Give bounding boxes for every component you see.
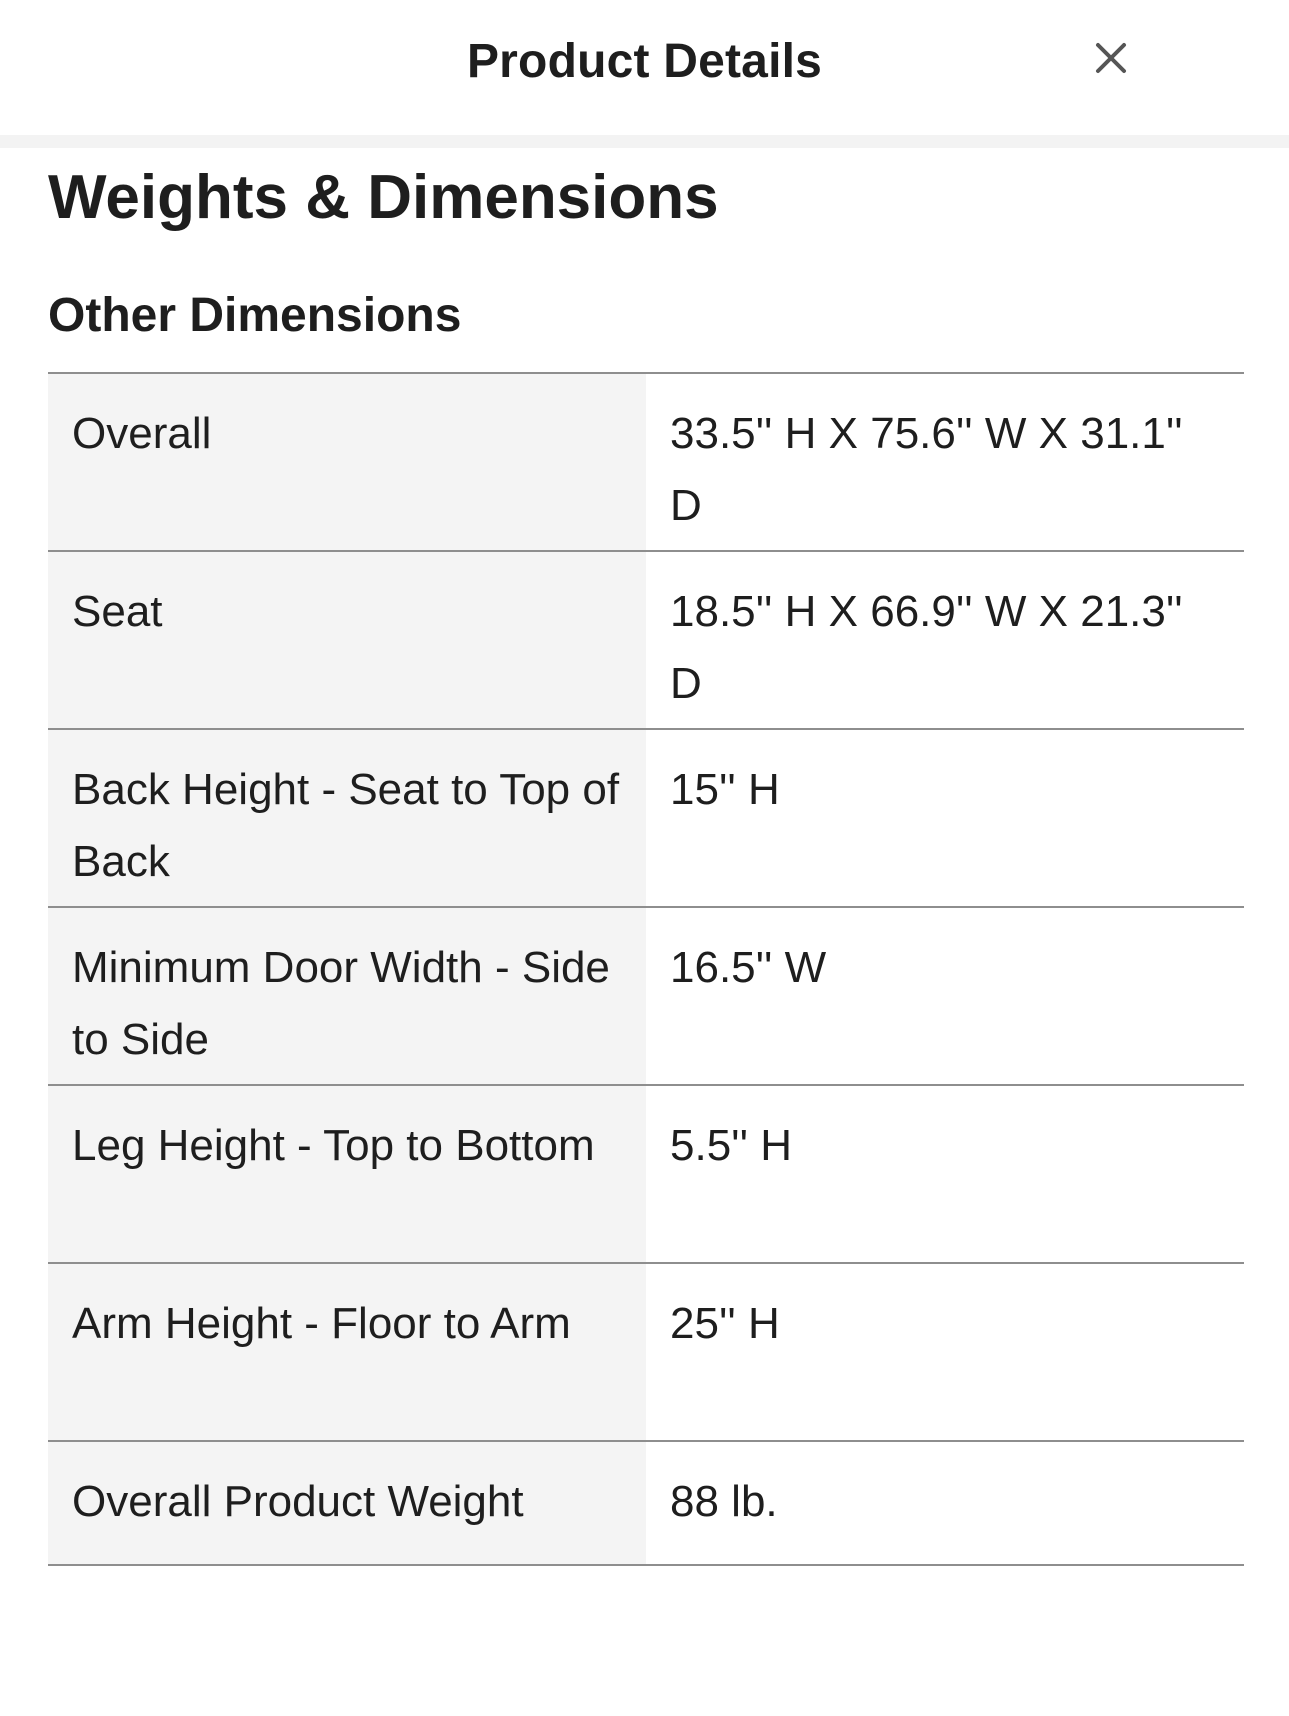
row-label: Minimum Door Width - Side to Side	[48, 908, 646, 1084]
table-row	[48, 552, 1244, 730]
header-divider	[0, 135, 1289, 148]
row-value: 25'' H	[646, 1264, 1244, 1440]
row-value: 15'' H	[646, 730, 1244, 906]
close-button[interactable]	[1081, 28, 1141, 88]
table-row	[48, 730, 1244, 908]
table-row	[48, 1086, 1244, 1264]
table-row	[48, 1264, 1244, 1442]
row-value: 33.5'' H X 75.6'' W X 31.1'' D	[646, 374, 1244, 550]
subsection-title: Other Dimensions	[48, 289, 462, 342]
dimensions-table	[48, 372, 1244, 1566]
details-content	[0, 158, 1196, 1566]
table-row	[48, 908, 1244, 1086]
row-value: 18.5'' H X 66.9'' W X 21.3'' D	[646, 552, 1244, 728]
modal-header	[0, 0, 1289, 135]
row-label: Seat	[48, 552, 646, 728]
table-row	[48, 1442, 1244, 1566]
row-value: 88 lb.	[646, 1442, 1244, 1564]
close-icon	[1095, 42, 1127, 74]
row-label: Back Height - Seat to Top of Back	[48, 730, 646, 906]
modal-title: Product Details	[466, 35, 823, 88]
row-label: Arm Height - Floor to Arm	[48, 1264, 646, 1440]
section-title: Weights & Dimensions	[48, 163, 719, 232]
row-label: Overall Product Weight	[48, 1442, 646, 1564]
table-row	[48, 374, 1244, 552]
row-label: Leg Height - Top to Bottom	[48, 1086, 646, 1262]
row-label: Overall	[48, 374, 646, 550]
row-value: 5.5'' H	[646, 1086, 1244, 1262]
row-value: 16.5'' W	[646, 908, 1244, 1084]
